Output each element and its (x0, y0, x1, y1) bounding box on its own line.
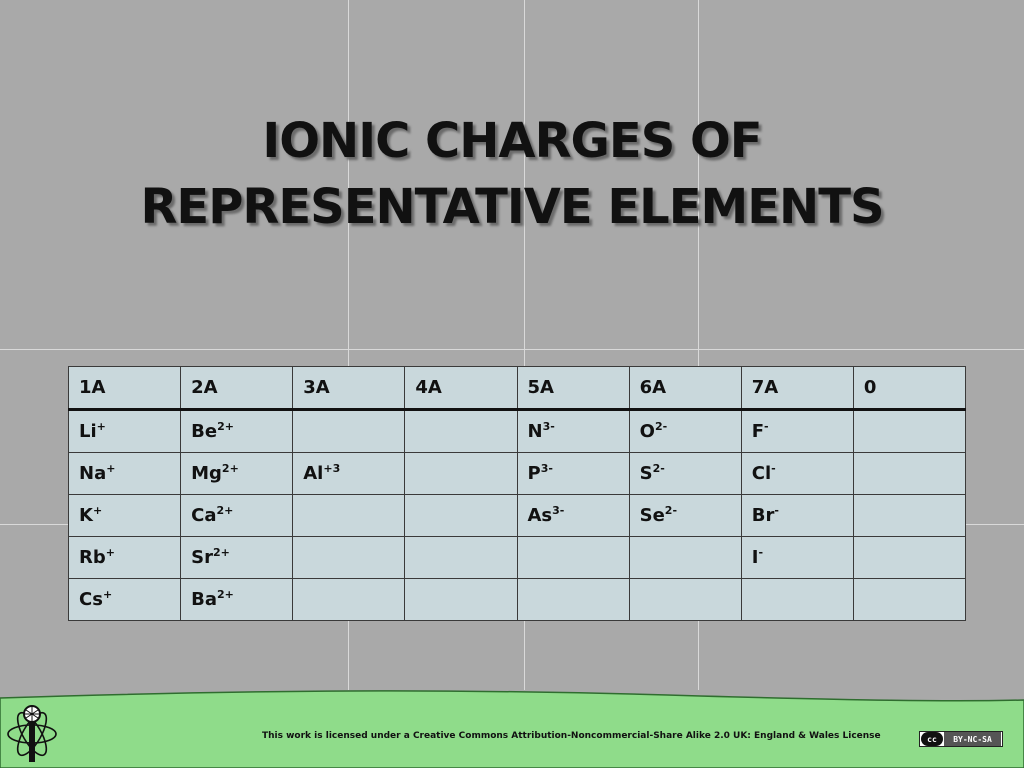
ion-charge: + (105, 546, 115, 559)
atom-microphone-icon (4, 700, 60, 766)
ion-cell (69, 453, 181, 495)
element-symbol: As (527, 505, 553, 526)
ion-charge: - (774, 504, 779, 517)
grid-line (0, 349, 1024, 350)
table-row (69, 453, 966, 495)
ion-charge: 2- (654, 420, 668, 433)
ion-cell (517, 537, 629, 579)
column-header: 3A (293, 367, 405, 410)
ion-cell (181, 410, 293, 453)
ion-cell (517, 495, 629, 537)
ion-cell (741, 410, 853, 453)
ion-cell (853, 453, 965, 495)
table-row (69, 495, 966, 537)
ion-charge: + (96, 420, 106, 433)
ion-cell (517, 579, 629, 621)
ion-charge: 2+ (217, 420, 234, 433)
ionic-charges-table (68, 366, 966, 621)
ion-charge: 2+ (217, 588, 234, 601)
ion-cell (629, 453, 741, 495)
ion-cell (405, 537, 517, 579)
ion-charge: - (764, 420, 769, 433)
element-symbol: Ba (191, 589, 217, 610)
table-row (69, 537, 966, 579)
element-symbol: K (79, 505, 93, 526)
cc-badge-text: BY-NC-SA (944, 732, 1001, 746)
ion-cell (293, 537, 405, 579)
element-symbol: Cl (751, 463, 772, 484)
ion-charge: + (102, 588, 113, 601)
ion-charge: + (92, 504, 103, 517)
element-symbol: Rb (79, 547, 106, 568)
ion-charge: 2+ (212, 546, 230, 559)
title-line-2: REPRESENTATIVE ELEMENTS (140, 179, 884, 235)
ion-cell (69, 537, 181, 579)
cc-icon: cc (921, 732, 943, 746)
ion-charge: - (771, 462, 776, 475)
column-header: 7A (741, 367, 853, 410)
ion-cell (181, 537, 293, 579)
element-symbol: Mg (191, 463, 222, 484)
title-line-1: IONIC CHARGES OF (262, 113, 762, 169)
column-header: 5A (517, 367, 629, 410)
ion-cell (69, 410, 181, 453)
ion-cell (629, 495, 741, 537)
ion-cell (517, 410, 629, 453)
ion-cell (629, 579, 741, 621)
table-row (69, 579, 966, 621)
element-symbol: Se (639, 505, 665, 526)
ion-cell (741, 453, 853, 495)
ion-cell (181, 495, 293, 537)
ion-charge: 2- (652, 462, 665, 475)
ion-cell (741, 579, 853, 621)
column-header: 6A (629, 367, 741, 410)
ion-cell (405, 495, 517, 537)
ion-cell (293, 410, 405, 453)
table-header-row (69, 367, 966, 410)
ion-cell (741, 495, 853, 537)
footer-wave (0, 688, 1024, 768)
ion-cell (181, 453, 293, 495)
ion-charge: 3- (542, 420, 555, 433)
column-header: 1A (69, 367, 181, 410)
slide-title (0, 108, 1024, 240)
ion-cell (405, 410, 517, 453)
ion-cell (405, 453, 517, 495)
table-row (69, 410, 966, 453)
table-body (69, 410, 966, 621)
element-symbol: Li (79, 421, 97, 442)
column-header: 2A (181, 367, 293, 410)
element-symbol: F (751, 421, 765, 442)
ion-charge: 3- (540, 462, 553, 475)
ion-cell (293, 495, 405, 537)
ion-charge: +3 (323, 462, 341, 475)
ion-cell (517, 453, 629, 495)
license-text: This work is licensed under a Creative Commons Attribution-Noncommercial-Share Alike 2.0 UK: England & Wales License (262, 731, 881, 741)
ion-cell (69, 495, 181, 537)
ion-charge: 3- (552, 504, 565, 517)
element-symbol: Al (303, 463, 324, 484)
ion-cell (853, 410, 965, 453)
ion-cell (293, 579, 405, 621)
ion-cell (629, 410, 741, 453)
element-symbol: Cs (79, 589, 103, 610)
element-symbol: I (751, 547, 759, 568)
ion-charge: 2- (664, 504, 678, 517)
element-symbol: P (527, 463, 541, 484)
element-symbol: Be (191, 421, 218, 442)
ion-charge: + (106, 462, 116, 475)
cc-license-badge[interactable] (919, 731, 1003, 747)
ion-cell (741, 537, 853, 579)
element-symbol: Ca (191, 505, 217, 526)
element-symbol: N (527, 421, 543, 442)
ion-cell (69, 579, 181, 621)
ion-cell (293, 453, 405, 495)
ion-cell (629, 537, 741, 579)
element-symbol: Na (79, 463, 107, 484)
element-symbol: O (639, 421, 655, 442)
element-symbol: S (639, 463, 653, 484)
ion-charge: 2+ (216, 504, 234, 517)
element-symbol: Br (751, 505, 775, 526)
ion-cell (405, 579, 517, 621)
column-header: 0 (853, 367, 965, 410)
ion-cell (853, 495, 965, 537)
ion-cell (853, 537, 965, 579)
ion-cell (181, 579, 293, 621)
ion-charge: 2+ (221, 462, 239, 475)
element-symbol: Sr (191, 547, 213, 568)
ion-cell (853, 579, 965, 621)
ion-charge: - (758, 546, 764, 559)
column-header: 4A (405, 367, 517, 410)
